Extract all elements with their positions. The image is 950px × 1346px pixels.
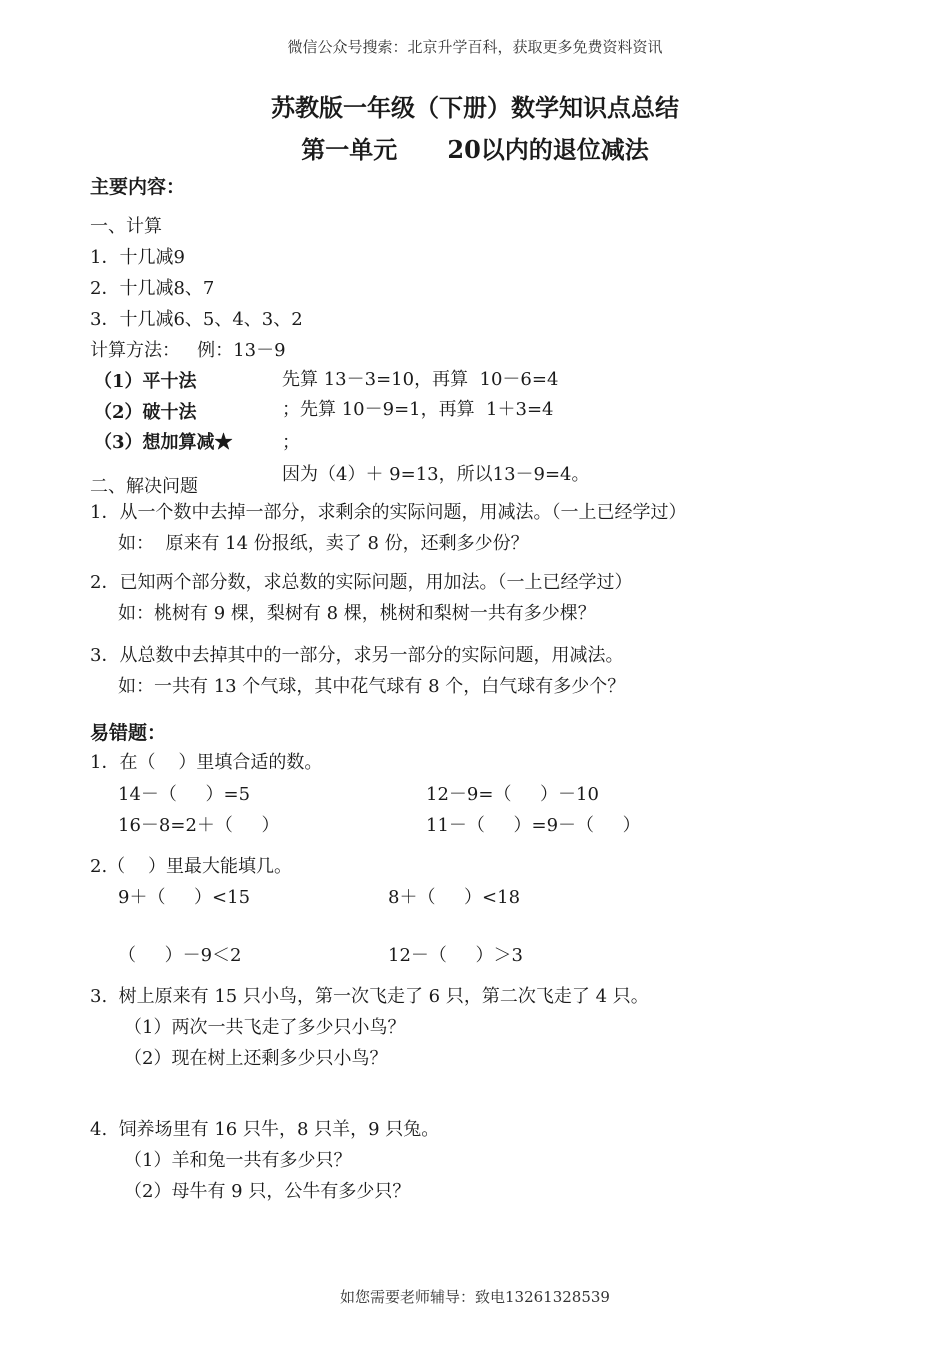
calc-item: 2．十几减8、7 bbox=[90, 278, 215, 299]
page-title: 苏教版一年级（下册）数学知识点总结 bbox=[271, 93, 679, 122]
footer-note: 如您需要老师辅导：致电13261328539 bbox=[340, 1288, 610, 1306]
method-because: 因为（4）＋ 9=13，所以13－9=4。 bbox=[282, 464, 590, 485]
calc-heading: 一、计算 bbox=[90, 216, 162, 237]
problem-item: 1．从一个数中去掉一部分，求剩余的实际问题，用减法。（一上已经学过） bbox=[90, 502, 687, 523]
error-q2-c: （ ）－9＜2 bbox=[118, 945, 242, 966]
error-q3: 3. 树上原来有 15 只小鸟，第一次飞走了 6 只，第二次飞走了 4 只。 bbox=[90, 986, 649, 1007]
error-q4-sub2: （2）母牛有 9 只，公牛有多少只？ bbox=[124, 1181, 411, 1202]
problem-item: 2．已知两个部分数，求总数的实际问题，用加法。（一上已经学过） bbox=[90, 572, 633, 593]
error-q1-b: 12－9=（ ）－10 bbox=[426, 784, 599, 805]
problem-example: 如：桃树有 9 棵，梨树有 8 棵，桃树和梨树一共有多少棵？ bbox=[118, 603, 596, 624]
method-label-2: （2）破十法 bbox=[94, 402, 197, 423]
error-q1-c: 16－8=2＋（ ） bbox=[118, 815, 280, 836]
error-q2-d: 12－（ ）＞3 bbox=[388, 945, 523, 966]
method-detail-2: ；先算 10－9=1，再算 1＋3=4 bbox=[282, 399, 554, 420]
error-q1-d: 11－（ ）=9－（ ） bbox=[426, 815, 641, 836]
method-label-1: （1）平十法 bbox=[94, 371, 197, 392]
method-label-3: （3）想加算减★ bbox=[94, 432, 233, 453]
error-q4: 4. 饲养场里有 16 只牛，8 只羊，9 只兔。 bbox=[90, 1119, 440, 1140]
problem-item: 3．从总数中去掉其中的一部分，求另一部分的实际问题，用减法。 bbox=[90, 645, 624, 666]
error-q2-b: 8＋（ ）<18 bbox=[388, 887, 521, 908]
problem-example: 如：一共有 13 个气球，其中花气球有 8 个，白气球有多少个？ bbox=[118, 676, 626, 697]
problem-example: 如： 原来有 14 份报纸，卖了 8 份，还剩多少份？ bbox=[118, 533, 529, 554]
method-label: 计算方法： 例：13－9 bbox=[90, 340, 286, 361]
calc-item: 3．十几减6、5、4、3、2 bbox=[90, 309, 303, 330]
error-q1: 1．在（ ）里填合适的数。 bbox=[90, 752, 323, 773]
problem-solving-heading: 二、解决问题 bbox=[90, 476, 198, 497]
error-q3-sub2: （2）现在树上还剩多少只小鸟？ bbox=[124, 1048, 388, 1069]
method-detail-1: 先算 13－3=10，再算 10－6=4 bbox=[282, 369, 559, 390]
calc-item: 1．十几减9 bbox=[90, 247, 185, 268]
error-q2-a: 9＋（ ）<15 bbox=[118, 887, 251, 908]
main-content-heading: 主要内容： bbox=[90, 176, 186, 198]
error-q3-sub1: （1）两次一共飞走了多少只小鸟？ bbox=[124, 1017, 406, 1038]
page-subtitle: 第一单元 20以内的退位减法 bbox=[301, 135, 649, 164]
errors-heading: 易错题： bbox=[90, 722, 167, 744]
error-q1-a: 14－（ ）=5 bbox=[118, 784, 251, 805]
error-q4-sub1: （1）羊和兔一共有多少只？ bbox=[124, 1150, 352, 1171]
header-note: 微信公众号搜索：北京升学百科，获取更多免费资料资讯 bbox=[287, 38, 663, 56]
method-detail-3: ； bbox=[282, 432, 300, 453]
error-q2: 2.（ ）里最大能填几。 bbox=[90, 856, 293, 877]
